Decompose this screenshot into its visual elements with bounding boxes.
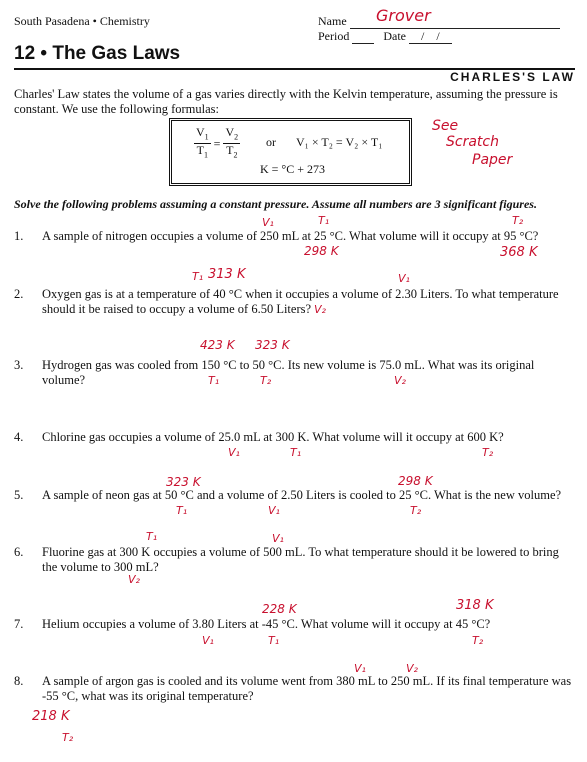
question-number: 4. xyxy=(14,430,24,444)
q1-t1-kelvin: 298 K xyxy=(304,244,339,258)
question-number: 2. xyxy=(14,287,24,301)
question-text: Oxygen gas is at a temperature of 40 °C when it occupies a volume of 2.30 Liters. To what temperature should it be raised to occupy a volume of 6.50 Liters? xyxy=(42,287,559,316)
question-text: Fluorine gas at 300 K occupies a volume of 500 mL. To what temperature should it be lowered to bring the volume to 300 mL? xyxy=(42,545,559,574)
q7-t2-label: T₂ xyxy=(472,634,484,647)
q6-v2-label: V₂ xyxy=(128,573,140,586)
question-number: 3. xyxy=(14,358,24,372)
q1-v1-label: V₁ xyxy=(262,216,274,229)
q8-v2-label: V₂ xyxy=(406,662,418,675)
question-number: 6. xyxy=(14,545,24,559)
q4-v1-label: V₁ xyxy=(228,446,240,459)
date-label: Date xyxy=(383,29,406,43)
period-field[interactable] xyxy=(352,43,374,44)
q3-t1-kelvin: 423 K xyxy=(200,338,235,352)
question-number: 1. xyxy=(14,229,24,243)
q5-t2-kelvin: 298 K xyxy=(398,474,433,488)
name-line xyxy=(318,14,560,29)
q4-t1-label: T₁ xyxy=(290,446,302,459)
q5-t1-label: T₁ xyxy=(176,504,188,517)
q7-t1-label: T₁ xyxy=(268,634,280,647)
q8-t2-kelvin: 218 K xyxy=(32,709,70,724)
q1-t2-kelvin: 368 K xyxy=(500,245,538,260)
q3-t1-label: T₁ xyxy=(208,374,220,387)
period-label: Period xyxy=(318,29,350,43)
q2-t1-label: T₁ xyxy=(192,270,204,283)
question-text: A sample of argon gas is cooled and its volume went from 380 mL to 250 mL. If its final temperature was -55 °C, what was its original temperature? xyxy=(42,674,572,703)
question-6 xyxy=(14,545,574,575)
q7-t2-kelvin: 318 K xyxy=(456,598,494,613)
question-number: 7. xyxy=(14,617,24,631)
question-4 xyxy=(14,430,574,445)
question-3 xyxy=(14,358,574,388)
name-label: Name xyxy=(318,14,347,28)
intro-paragraph: Charles' Law states the volume of a gas varies directly with the Kelvin temperature, assuming the pressure is constant. We use the following formulas: xyxy=(14,87,558,116)
q6-t1-label: T₁ xyxy=(146,530,158,543)
q5-t1-kelvin: 323 K xyxy=(166,475,201,489)
question-number: 5. xyxy=(14,488,24,502)
question-8 xyxy=(14,674,574,704)
q7-t1-kelvin: 228 K xyxy=(262,602,297,616)
question-number: 8. xyxy=(14,674,24,688)
period-date-line xyxy=(318,29,452,44)
q5-v1-label: V₁ xyxy=(268,504,280,517)
section-heading: CHARLES'S LAW xyxy=(450,70,575,84)
side-note-line-2: Scratch xyxy=(446,134,499,150)
charles-law-fraction: $\frac{V_1}{T_1}$ = $\frac{V_2}{T_2}$ xyxy=(196,125,239,160)
question-7 xyxy=(14,617,574,632)
q4-t2-label: T₂ xyxy=(482,446,494,459)
page-title: 12 • The Gas Laws xyxy=(14,43,181,64)
q2-v2-label: V₂ xyxy=(314,303,326,316)
student-name-handwritten: Grover xyxy=(376,6,431,25)
q7-v1-label: V₁ xyxy=(202,634,214,647)
instructions: Solve the following problems assuming a constant pressure. Assume all numbers are 3 significant figures. xyxy=(14,197,537,211)
question-text: Hydrogen gas was cooled from 150 °C to 50 °C. Its new volume is 75.0 mL. What was its original volume? xyxy=(42,358,535,387)
kelvin-conversion: K = °C + 273 xyxy=(260,162,326,176)
q1-t1-label: T₁ xyxy=(318,214,330,227)
q2-v1-label: V₁ xyxy=(398,272,410,285)
date-field[interactable]: / / xyxy=(409,29,452,44)
side-note-line-1: See xyxy=(432,118,459,134)
q8-t2-label: T₂ xyxy=(62,731,74,744)
question-1 xyxy=(14,229,574,244)
side-note-line-3: Paper xyxy=(472,152,513,168)
formula-box xyxy=(169,118,412,186)
q8-v1-label: V₁ xyxy=(354,662,366,675)
q5-t2-label: T₂ xyxy=(410,504,422,517)
question-text: Helium occupies a volume of 3.80 Liters at -45 °C. What volume will it occupy at 45 °C? xyxy=(42,617,491,631)
q6-v1-label: V₁ xyxy=(272,532,284,545)
question-text: A sample of nitrogen occupies a volume of 250 mL at 25 °C. What volume will it occupy at 95 °C? xyxy=(42,229,539,243)
question-text: Chlorine gas occupies a volume of 25.0 mL at 300 K. What volume will it occupy at 600 K? xyxy=(42,430,504,444)
q3-t2-label: T₂ xyxy=(260,374,272,387)
formula-product: V₁ × T₂ = V₂ × T₁ xyxy=(296,135,383,149)
course-header: South Pasadena • Chemistry xyxy=(14,14,150,28)
q3-t2-kelvin: 323 K xyxy=(255,338,290,352)
q1-t2-label: T₂ xyxy=(512,214,524,227)
q3-v2-label: V₂ xyxy=(394,374,406,387)
question-text: A sample of neon gas at 50 °C and a volume of 2.50 Liters is cooled to 25 °C. What is the new volume? xyxy=(42,488,562,502)
q2-t1-kelvin: 313 K xyxy=(208,267,246,282)
formula-or: or xyxy=(266,135,276,149)
question-5 xyxy=(14,488,574,503)
question-2 xyxy=(14,287,574,317)
